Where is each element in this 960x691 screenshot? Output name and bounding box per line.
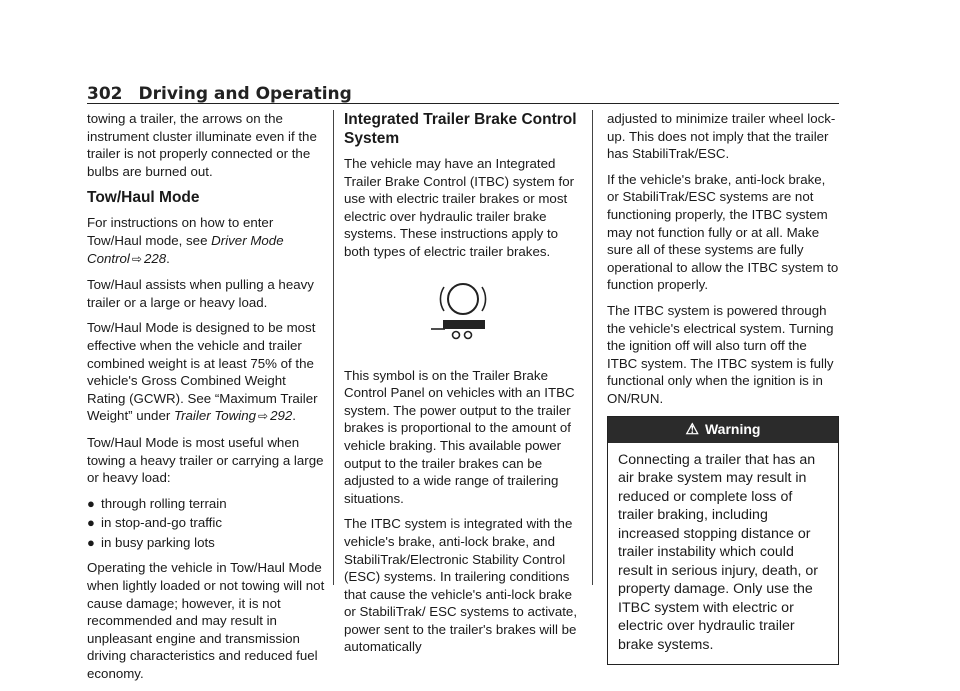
section-title: Driving and Operating xyxy=(138,84,352,104)
header-rule xyxy=(87,103,839,104)
page-header xyxy=(87,84,839,104)
warning-triangle-icon: ⚠ xyxy=(685,420,699,438)
instructions-end: . xyxy=(166,250,170,266)
instructions-text: For instructions on how to enter Tow/Haul mode, see xyxy=(87,215,274,248)
adjusted-paragraph: adjusted to minimize trailer wheel lock-up. This does not imply that the trailer has StabiliTrak/ESC. xyxy=(607,111,836,162)
page-number: 302 xyxy=(87,84,123,104)
column-divider-right xyxy=(592,110,593,585)
trailer-towing-page[interactable]: 292 xyxy=(270,408,293,424)
assists-paragraph: Tow/Haul assists when pulling a heavy trailer or a large or heavy load. xyxy=(87,277,314,310)
bullet-icon: ● xyxy=(87,534,95,550)
instructions-paragraph xyxy=(87,214,325,268)
powered-paragraph: The ITBC system is powered through the vehicle's electrical system. Turning the ignition off will also turn off the ITBC system. The ITBC system is fully functional only when the ignition is in ON/RUN. xyxy=(607,302,834,406)
symbol-paragraph: This symbol is on the Trailer Brake Control Panel on vehicles with an ITBC system. The power output to the trailer brakes is proportional to the amount of vehicle braking. This available power output to the trailer brakes can be adjusted to a wide range of trailering situations. xyxy=(344,367,575,506)
column-divider-left xyxy=(333,110,334,585)
bullet-icon: ● xyxy=(87,515,95,531)
list-item xyxy=(87,514,325,532)
column-left xyxy=(87,110,325,691)
operating-paragraph: Operating the vehicle in Tow/Haul Mode when lightly loaded or not towing will not cause damage; however, it is not recommended and may result in unpleasant engine and transmission driving characteristics and reduced fuel economy. xyxy=(87,560,325,682)
list-item xyxy=(87,534,325,552)
trailer-towing-link[interactable]: Trailer Towing xyxy=(173,408,256,424)
driver-mode-link[interactable]: Driver Mode Control xyxy=(87,232,284,266)
designed-end: . xyxy=(292,408,296,424)
list-item-text: through rolling terrain xyxy=(101,495,227,511)
may-have-paragraph: The vehicle may have an Integrated Trailer Brake Control (ITBC) system for use with electric trailer brakes or most electric over hydraulic trailer brake systems. These instructions apply to both types of electric trailer brakes. xyxy=(344,156,575,259)
trailer-brake-symbol xyxy=(344,275,580,345)
warning-header xyxy=(608,417,838,443)
driver-mode-page[interactable]: 228 xyxy=(143,250,167,266)
column-middle xyxy=(344,110,580,664)
warning-title: Warning xyxy=(704,420,761,437)
list-item-text: in stop-and-go traffic xyxy=(101,515,222,531)
integrated-paragraph: The ITBC system is integrated with the vehicle's brake, anti-lock brake, and StabiliTrak/Electronic Stability Control (ESC) systems. In trailering conditions that cause the vehicle's anti-lock brake or StabiliTrak/ ESC systems to activate, power sent to the trailer's brakes will be automatically xyxy=(344,516,578,655)
column-right xyxy=(607,110,839,665)
designed-paragraph xyxy=(87,319,325,426)
useful-paragraph: Tow/Haul Mode is most useful when towing a heavy trailer or carrying a large or heavy load: xyxy=(87,434,324,486)
intro-paragraph: towing a trailer, the arrows on the instrument cluster illuminate even if the trailer is not properly connected or the bulbs are burned out. xyxy=(87,111,317,179)
designed-text: Tow/Haul Mode is designed to be most effective when the vehicle and trailer combined weight is at least 75% of the vehicle's Gross Combined Weight Rating (GCWR). See “Maximum Trailer Weight” under xyxy=(87,320,318,424)
list-item-text: in busy parking lots xyxy=(101,534,215,550)
bullet-icon: ● xyxy=(87,495,95,511)
conditions-list xyxy=(87,495,325,552)
page-ref-arrow-icon: ⇨ xyxy=(131,251,142,266)
towhaul-heading: Tow/Haul Mode xyxy=(87,189,200,207)
trailer-brake-icon xyxy=(427,275,497,345)
page-ref-arrow-icon: ⇨ xyxy=(258,409,269,424)
itbc-heading: Integrated Trailer Brake Control System xyxy=(344,111,577,147)
if-paragraph: If the vehicle's brake, anti-lock brake, or StabiliTrak/ESC systems are not functioning properly, the ITBC system may not function fully or at all. Make sure all of these systems are fully operational to allow the ITBC system to function properly. xyxy=(607,171,839,293)
warning-box xyxy=(607,416,839,666)
list-item xyxy=(87,495,325,513)
warning-body: Connecting a trailer that has an air brake system may result in reduced or complete loss of trailer braking, including increased stopping distance or trailer instability which could result in serious injury, death, or property damage. Only use the ITBC system with electric or electric over hydraulic trailer brake systems. xyxy=(618,451,819,653)
